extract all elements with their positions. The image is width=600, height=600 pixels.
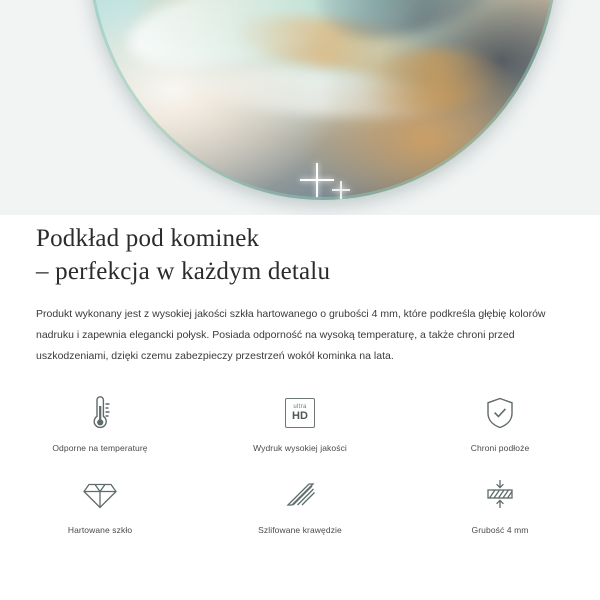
diamond-icon — [82, 474, 118, 516]
text-block — [0, 222, 600, 367]
feature-temperature — [0, 392, 200, 470]
glass-edge-highlight — [88, 0, 558, 200]
page-title — [36, 222, 564, 288]
feature-label: Odporne na temperaturę — [52, 443, 148, 453]
description-paragraph: Produkt wykonany jest z wysokiej jakości szkła hartowanego o grubości 4 mm, które podkreśla głębię kolorów nadruku i zapewnia elegancki połysk. Posiada odporność na wysoką temperaturę, a także chroni przed uszkodzeniami, dzięki czemu zabezpieczy przestrzeń wokół kominka na lata. — [36, 308, 546, 362]
thickness-arrows-icon — [483, 474, 517, 516]
feature-tempered-glass — [0, 474, 200, 552]
headline-line-1: Podkład pod kominek — [36, 225, 260, 252]
feature-label: Chroni podłoże — [470, 443, 530, 453]
polished-edges-icon — [282, 474, 318, 516]
ultra-hd-badge-top: ultra — [293, 404, 307, 410]
feature-label: Wydruk wysokiej jakości — [253, 443, 347, 453]
feature-surface-protection — [400, 392, 600, 470]
feature-label: Grubość 4 mm — [471, 525, 529, 535]
feature-polished-edges — [200, 474, 400, 552]
feature-grid — [0, 392, 600, 552]
hero-image — [0, 0, 600, 215]
thermometer-icon — [83, 392, 117, 434]
feature-thickness — [400, 474, 600, 552]
feature-label: Hartowane szkło — [67, 525, 133, 535]
feature-label: Szlifowane krawędzie — [258, 525, 342, 535]
shield-check-icon — [483, 392, 517, 434]
headline-line-2: – perfekcja w każdym detalu — [36, 258, 331, 285]
round-glass-board-image — [88, 0, 558, 200]
ultra-hd-icon — [285, 392, 315, 434]
ultra-hd-badge-bottom: HD — [292, 410, 308, 422]
feature-print-quality — [200, 392, 400, 470]
